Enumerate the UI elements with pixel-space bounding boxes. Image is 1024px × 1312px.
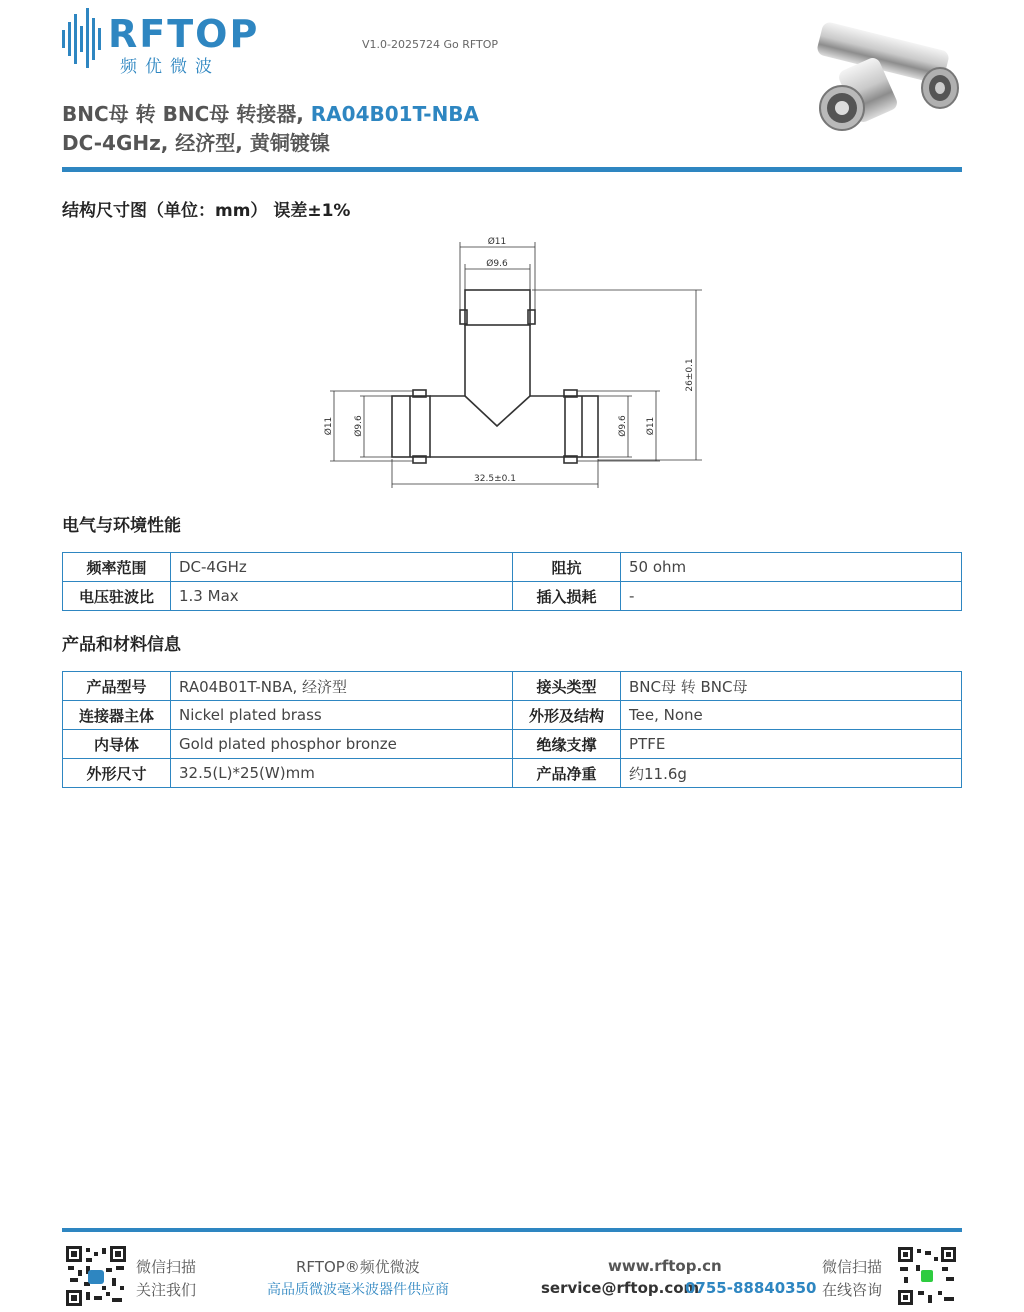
table-value: 约11.6g: [621, 759, 962, 788]
product-photo: [808, 22, 964, 134]
table-value: -: [621, 582, 962, 611]
footer-divider: [62, 1228, 962, 1232]
dim-height: 26±0.1: [685, 358, 695, 392]
dim-top-inner: Ø9.6: [486, 259, 508, 269]
table-key: 插入损耗: [513, 582, 621, 611]
table-key: 外形及结构: [513, 701, 621, 730]
model-number: RA04B01T-NBA: [310, 102, 480, 126]
table-value: RA04B01T-NBA, 经济型: [171, 672, 513, 701]
table-value: Nickel plated brass: [171, 701, 513, 730]
footer-email[interactable]: service@rftop.com: [541, 1279, 700, 1297]
dim-right-inner: Ø9.6: [618, 415, 628, 437]
table-row: [63, 759, 962, 788]
product-table: [62, 671, 962, 788]
table-key: 连接器主体: [63, 701, 171, 730]
table-value: 1.3 Max: [171, 582, 513, 611]
table-key: 绝缘支撑: [513, 730, 621, 759]
table-key: 阻抗: [513, 553, 621, 582]
table-key: 接头类型: [513, 672, 621, 701]
table-value: 50 ohm: [621, 553, 962, 582]
electrical-section-title: 电气与环境性能: [62, 516, 181, 536]
table-key: 电压驻波比: [63, 582, 171, 611]
dim-left-outer: Ø11: [324, 416, 334, 436]
table-row: [63, 553, 962, 582]
table-key: 频率范围: [63, 553, 171, 582]
electrical-table: [62, 552, 962, 611]
table-key: 内导体: [63, 730, 171, 759]
table-row: [63, 672, 962, 701]
version-label: V1.0-2025724 Go RFTOP: [362, 38, 499, 51]
dim-right-outer: Ø11: [646, 416, 656, 436]
table-value: Gold plated phosphor bronze: [171, 730, 513, 759]
table-value: BNC母 转 BNC母: [621, 672, 962, 701]
consult-qr-code-icon: [898, 1247, 956, 1305]
drawing-section-title: 结构尺寸图（单位：mm） 误差±1%: [62, 201, 351, 221]
product-title: [62, 98, 479, 127]
logo-subtitle: 频优微波: [120, 57, 220, 77]
dimension-drawing: [320, 230, 710, 492]
table-row: [63, 701, 962, 730]
footer-phone: 0755-88840350: [685, 1279, 817, 1297]
table-key: 产品净重: [513, 759, 621, 788]
footer-brand: RFTOP®频优微波: [296, 1258, 420, 1276]
title-prefix: BNC母 转 BNC母 转接器,: [62, 102, 311, 126]
product-section-title: 产品和材料信息: [62, 635, 181, 655]
table-key: 产品型号: [63, 672, 171, 701]
logo-text: RFTOP: [108, 12, 260, 56]
header-divider: [62, 167, 962, 172]
dim-top-outer: Ø11: [487, 237, 507, 247]
qr-code-icon: [66, 1246, 126, 1306]
table-row: [63, 582, 962, 611]
product-subtitle: DC-4GHz, 经济型, 黄铜镀镍: [62, 131, 330, 155]
table-key: 外形尺寸: [63, 759, 171, 788]
wechat-follow-line1: 微信扫描: [136, 1258, 197, 1276]
footer-slogan: 高品质微波毫米波器件供应商: [267, 1282, 449, 1298]
table-value: PTFE: [621, 730, 962, 759]
dim-length: 32.5±0.1: [474, 474, 516, 484]
dim-left-inner: Ø9.6: [354, 415, 364, 437]
wechat-consult-line1: 微信扫描: [822, 1258, 883, 1276]
wechat-consult-line2: 在线咨询: [822, 1281, 883, 1299]
table-value: DC-4GHz: [171, 553, 513, 582]
table-value: Tee, None: [621, 701, 962, 730]
wechat-follow-line2: 关注我们: [136, 1281, 197, 1299]
footer-website[interactable]: www.rftop.cn: [608, 1257, 722, 1275]
logo-wave-icon: [62, 2, 108, 72]
table-value: 32.5(L)*25(W)mm: [171, 759, 513, 788]
table-row: [63, 730, 962, 759]
